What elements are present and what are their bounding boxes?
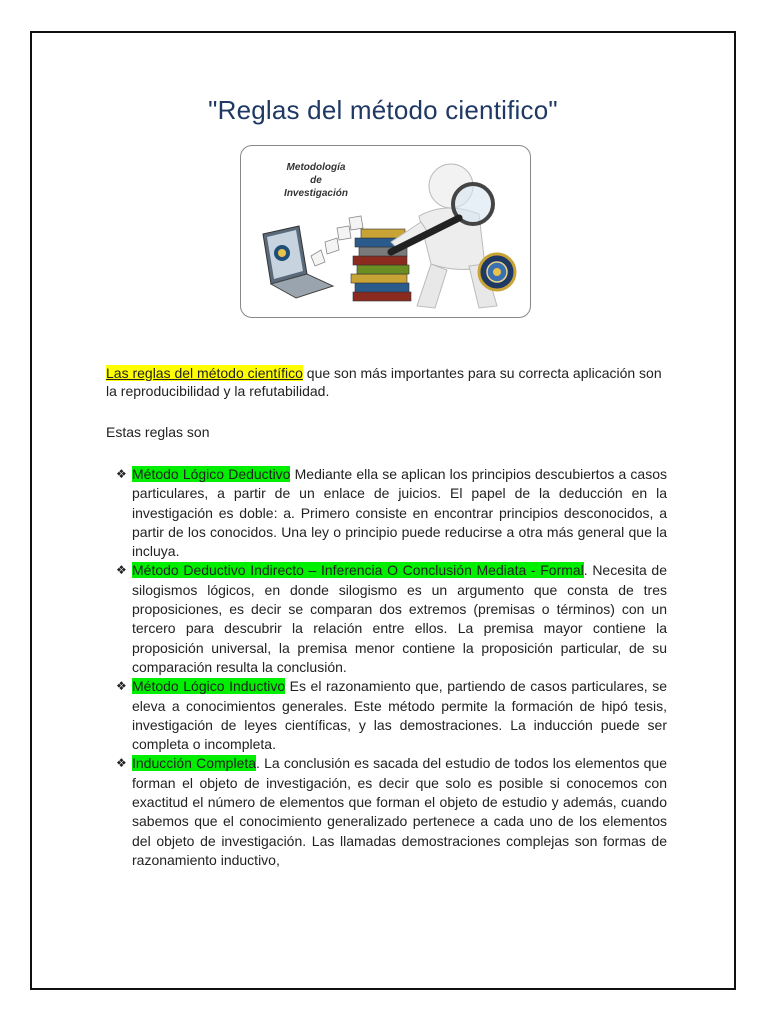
diamond-bullet-icon: ❖ [116, 679, 127, 694]
list-item-text: Mediante ella se aplican los principios descubiertos a casos particulares, a partir de un enlace de juicios. El papel de la deducción en la investigación es doble: a. Primero consiste en encontrar principios desconocidos, a partir de los conocidos. Una ley o principio puede reducirse a otra más general que la incluya. [132, 466, 667, 560]
list-item-term: Método Lógico Deductivo [132, 466, 291, 482]
diamond-bullet-icon: ❖ [116, 467, 127, 481]
document-page [30, 31, 736, 990]
list-item-term: Método Deductivo Indirecto – Inferencia O Conclusión Mediata - Formal [132, 562, 584, 579]
list-item [116, 677, 667, 754]
intro-text: que son más importantes para su correcta aplicación son la reproducibilidad y la refutabilidad. [106, 365, 662, 399]
diamond-bullet-icon: ❖ [116, 756, 127, 771]
rules-list [116, 465, 667, 870]
list-item [116, 465, 667, 561]
list-item-term: Inducción Completa [132, 755, 257, 772]
list-item-term: Método Lógico Inductivo [132, 678, 286, 695]
intro-paragraph [106, 364, 666, 400]
intro-highlight-link[interactable]: Las reglas del método científico [106, 365, 303, 381]
list-item [116, 561, 667, 677]
caption-line-1: Metodología [286, 162, 346, 173]
emblem-seal-icon [479, 254, 515, 290]
methodology-illustration [240, 145, 531, 318]
illustration-graphic [241, 146, 530, 317]
caption-line-3: Investigación [284, 188, 348, 199]
list-item-text: . Necesita de silogismos lógicos, en donde silogismo es un argumento que consta de tres proposiciones, es decir se comparan dos extremos (premisas o términos) con un tercero para descubrir la relación entre ellos. La premisa mayor contiene la proposición universal, la premisa menor contiene la proposición particular, de su comparación resulta la conclusión. [132, 562, 667, 675]
caption-line-2: de [310, 175, 322, 186]
document-title: "Reglas del método cientifico" [208, 95, 558, 125]
list-item-text: . La conclusión es sacada del estudio de todos los elementos que forman el objeto de investigación, es decir que solo es posible si conocemos con exactitud el número de elementos que forman el objeto de estudio y además, cuando sabemos que el conocimiento generalizado pertenece a cada uno de los elementos del objeto de investigación. Las llamadas demostraciones complejas son formas de razonamiento inductivo, [132, 755, 667, 868]
list-item-text: Es el razonamiento que, partiendo de casos particulares, se eleva a conocimientos generales. Este método permite la formación de hipó tesis, investigación de leyes científicas, y las demostraciones. La inducción puede ser completa o incompleta. [132, 678, 667, 753]
list-item [116, 754, 667, 870]
lead-paragraph: Estas reglas son [106, 424, 210, 440]
diamond-bullet-icon: ❖ [116, 563, 127, 578]
